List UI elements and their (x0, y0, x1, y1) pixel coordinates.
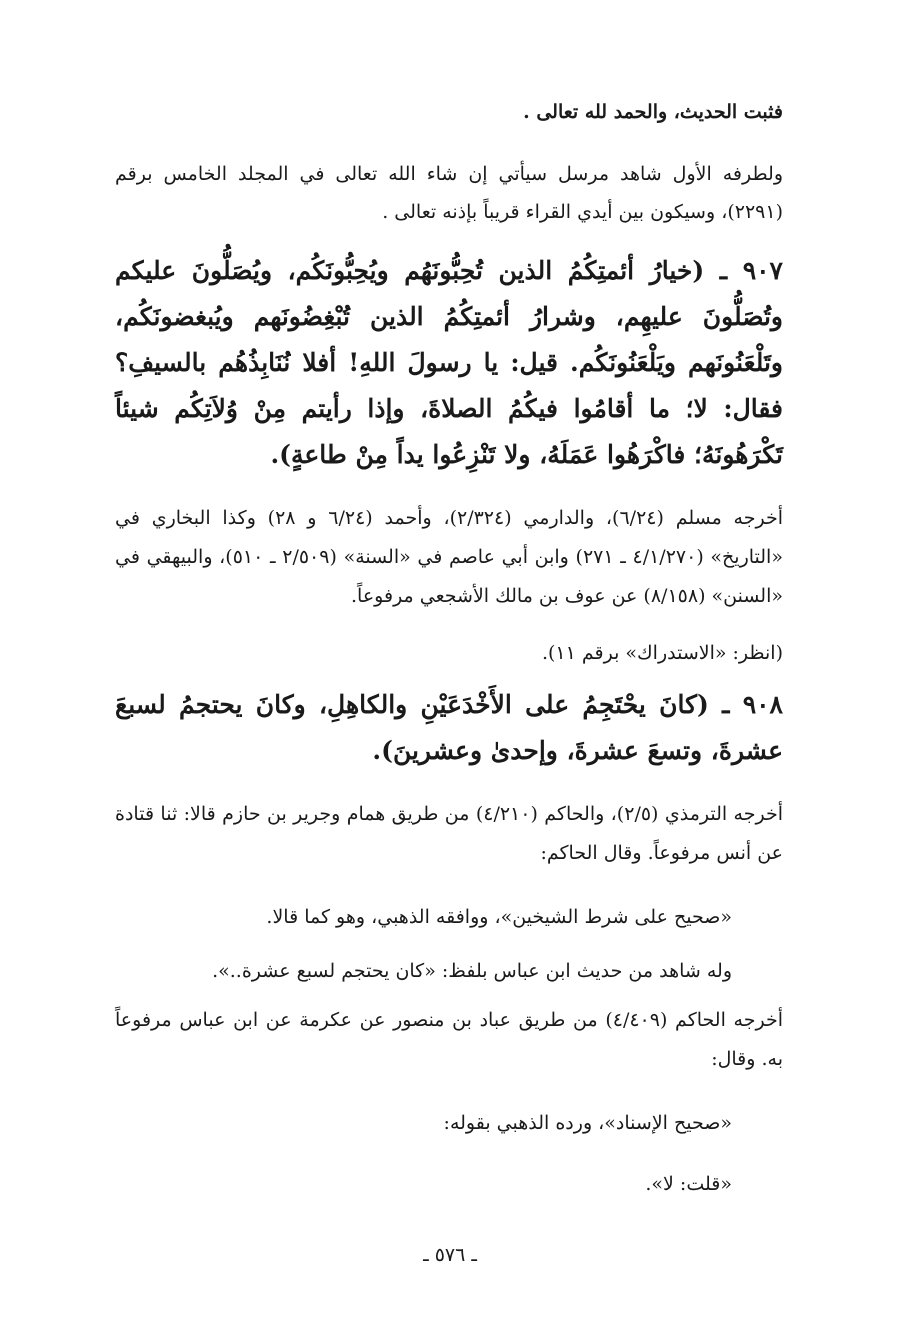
hakim-grading-quote: «صحيح على شرط الشيخين»، ووافقه الذهبي، وهو كما قالا. (266, 906, 732, 928)
dhahabi-rebuttal-quote: «قلت: لا». (645, 1173, 732, 1195)
hadith-908-takhrij: أخرجه الترمذي (٢/٥)، والحاكم (٤/٢١٠) من طريق همام وجرير بن حازم قالا: ثنا قتادة عن أنس مرفوعاً. وقال الحاكم: (115, 803, 783, 864)
page-number: ـ ٥٧٦ ـ (423, 1244, 477, 1266)
ibn-abbas-takhrij: أخرجه الحاكم (٤/٤٠٩) من طريق عباد بن منصور عن عكرمة عن ابن عباس مرفوعاً به. وقال: (115, 1009, 783, 1070)
witness-note: ولطرفه الأول شاهد مرسل سيأتي إن شاء الله تعالى في المجلد الخامس برقم (٢٢٩١)، وسيكون بين أيدي القراء قريباً بإذنه تعالى . (115, 163, 783, 223)
hadith-907-reference: (انظر: «الاستدراك» برقم ١١). (541, 642, 783, 664)
conclusion-line: فثبت الحديث، والحمد لله تعالى . (523, 101, 783, 123)
hadith-908-text: ٩٠٨ ـ (كانَ يحْتَجِمُ على الأَخْدَعَيْنِ والكاهِلِ، وكانَ يحتجمُ لسبعَ عشرةَ، وتسعَ عشرةَ، وإحدىٰ وعشرينَ). (115, 690, 783, 765)
hadith-907-takhrij: أخرجه مسلم (٦/٢٤)، والدارمي (٢/٣٢٤)، وأحمد (٦/٢٤ و ٢٨) وكذا البخاري في «التاريخ» (٤/١/٢٧٠ ـ ٢٧١) وابن أبي عاصم في «السنة» (٢/٥٠٩ ـ ٥١٠)، والبيهقي في «السنن» (٨/١٥٨) عن عوف بن مالك الأشجعي مرفوعاً. (115, 507, 783, 607)
ibn-abbas-witness: وله شاهد من حديث ابن عباس بلفظ: «كان يحتجم لسبع عشرة..». (212, 960, 732, 982)
hadith-907-text: ٩٠٧ ـ (خيارُ أئمتِكُمُ الذين تُحِبُّونَهُم ويُحِبُّونَكُم، ويُصَلُّونَ عليكم وتُصَلُّونَ عليهِم، وشرارُ أئمتِكُمُ الذين تُبْغِضُونَهم ويُبغضونَكُم، وتَلْعَنُونَهم ويَلْعَنُونَكُم. قيل: يا رسولَ اللهِ! أفلا نُنَابِذُهُم بالسيفِ؟ فقال: لا؛ ما أقامُوا فيكُمُ الصلاةَ، وإذا رأيتم مِنْ وُلاَتِكُم شيئاً تَكْرَهُونَهُ؛ فاكْرَهُوا عَمَلَهُ، ولا تَنْزِعُوا يداً مِنْ طاعةٍ). (115, 256, 783, 469)
isnad-grading-quote: «صحيح الإسناد»، ورده الذهبي بقوله: (443, 1112, 732, 1134)
